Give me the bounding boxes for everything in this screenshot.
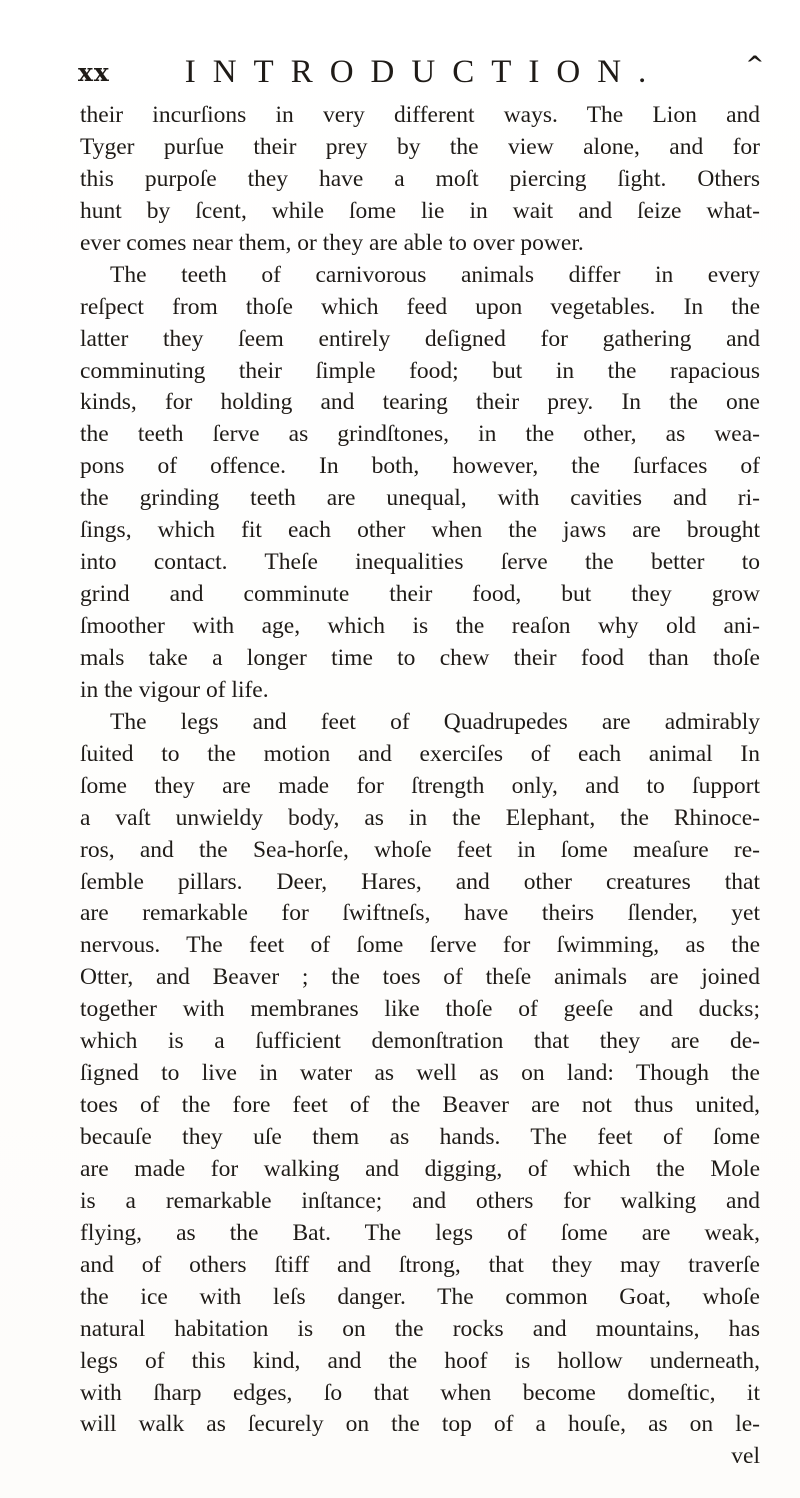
text-line: flying, as the Bat. The legs of ſome are weak, (80, 1219, 760, 1246)
text-line: this purpoſe they have a moſt piercing ſight. Others (80, 165, 760, 192)
text-line: kinds, for holding and tearing their prey. In the one (80, 389, 760, 416)
text-line: which is a ſufficient demonſtration that they are de- (80, 1028, 760, 1055)
text-line: nervous. The feet of ſome ſerve for ſwimming, as the (80, 932, 760, 959)
text-line: is a remarkable inſtance; and others for walking and (80, 1187, 760, 1214)
text-line: Tyger purſue their prey by the view alone, and for (80, 133, 760, 160)
running-title: INTRODUCTION. (184, 54, 664, 90)
text-line: The teeth of carnivorous animals differ in every (110, 261, 760, 288)
text-line: ros, and the Sea-horſe, whoſe feet in ſome meaſure re- (80, 836, 760, 863)
text-line: the ice with leſs danger. The common Goat, whoſe (80, 1283, 760, 1310)
text-line: grind and comminute their food, but they grow (80, 581, 760, 608)
text-line: natural habitation is on the rocks and mountains, has (80, 1315, 760, 1342)
text-line: will walk as ſecurely on the top of a houſe, as on le- (80, 1411, 760, 1438)
text-line: are made for walking and digging, of which the Mole (80, 1155, 760, 1182)
text-line: ſmoother with age, which is the reaſon why old ani- (80, 613, 760, 639)
text-line: becauſe they uſe them as hands. The feet of ſome (80, 1124, 760, 1150)
text-line: pons of offence. In both, however, the ſurfaces of (80, 453, 760, 480)
text-line: a vaſt unwieldy body, as in the Elephant, the Rhinoce- (80, 804, 760, 831)
text-line: Otter, and Beaver ; the toes of theſe animals are joined (80, 964, 760, 991)
corner-mark: ^ (745, 52, 764, 78)
text-line: in the vigour of life. (80, 676, 269, 703)
text-line: reſpect from thoſe which feed upon vegetables. In the (80, 293, 760, 320)
text-line: are remarkable for ſwiftneſs, have theirs ſlender, yet (80, 900, 760, 927)
text-line: the teeth ſerve as grindſtones, in the other, as wea- (80, 421, 760, 448)
text-line: hunt by ſcent, while ſome lie in wait and ſeize what- (80, 197, 760, 224)
text-line: their incurſions in very different ways. The Lion and (80, 102, 760, 128)
text-line: ſigned to live in water as well as on land: Though the (80, 1060, 760, 1087)
text-line: with ſharp edges, ſo that when become domeſtic, it (80, 1379, 760, 1406)
text-line: vel (731, 1443, 760, 1470)
body-text (80, 100, 760, 1473)
text-line: ſemble pillars. Deer, Hares, and other creatures that (80, 868, 760, 895)
text-line: comminuting their ſimple food; but in the rapacious (80, 357, 760, 384)
text-line: the grinding teeth are unequal, with cavities and ri- (80, 485, 760, 512)
text-line: toes of the fore feet of the Beaver are not thus united, (80, 1092, 760, 1119)
text-line: and of others ſtiff and ſtrong, that they may traverſe (80, 1251, 760, 1278)
text-line: ever comes near them, or they are able to over power. (80, 229, 584, 256)
text-line: legs of this kind, and the hoof is hollow underneath, (80, 1347, 760, 1374)
text-line: together with membranes like thoſe of geeſe and ducks; (80, 996, 760, 1023)
text-line: into contact. Theſe inequalities ſerve the better to (80, 549, 760, 576)
page-header (78, 52, 764, 98)
text-line: ſings, which fit each other when the jaws are brought (80, 517, 760, 544)
text-line: mals take a longer time to chew their food than thoſe (80, 644, 760, 671)
text-line: ſome they are made for ſtrength only, and to ſupport (80, 772, 760, 799)
text-line: ſuited to the motion and exerciſes of each animal In (80, 740, 760, 767)
folio-number: xx (78, 58, 110, 87)
text-line: The legs and feet of Quadrupedes are admirably (110, 708, 760, 735)
text-line: latter they ſeem entirely deſigned for gathering and (80, 325, 760, 352)
